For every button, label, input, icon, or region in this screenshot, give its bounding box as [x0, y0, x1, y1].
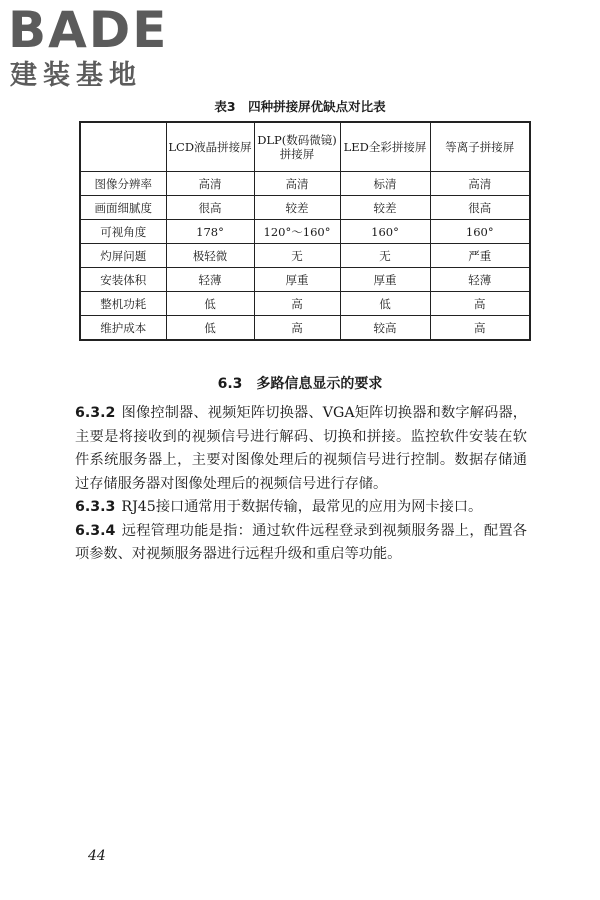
table-caption: 表3 四种拼接屏优缺点对比表 — [214, 99, 386, 114]
table-cell: 灼屏问题 — [80, 244, 166, 268]
clause-list — [75, 402, 527, 567]
table-cell: 高清 — [430, 172, 530, 196]
table-cell: 高 — [430, 292, 530, 316]
table-cell: 无 — [340, 244, 430, 268]
table-header-row — [80, 122, 530, 172]
table-cell: 120°～160° — [254, 220, 340, 244]
page-number: 44 — [88, 848, 106, 864]
table-cell: 较高 — [340, 316, 430, 341]
table-cell: 厚重 — [340, 268, 430, 292]
table-cell: 安装体积 — [80, 268, 166, 292]
table-cell: 极轻微 — [166, 244, 254, 268]
table-cell: 严重 — [430, 244, 530, 268]
section-number: 6.3 — [217, 376, 243, 392]
clause-text: RJ45接口通常用于数据传输，最常见的应用为网卡接口。 — [121, 499, 483, 515]
table-cell: 高 — [254, 316, 340, 341]
table-cell: 可视角度 — [80, 220, 166, 244]
table-cell: 高清 — [166, 172, 254, 196]
table-row — [80, 196, 530, 220]
table-cell: 整机功耗 — [80, 292, 166, 316]
table-cell: 低 — [166, 292, 254, 316]
section-title: 多路信息显示的要求 — [256, 376, 383, 392]
table-cell: 较差 — [254, 196, 340, 220]
table-cell: 维护成本 — [80, 316, 166, 341]
table-row — [80, 244, 530, 268]
section-heading — [0, 373, 600, 393]
table-cell: 轻薄 — [430, 268, 530, 292]
comparison-table — [79, 121, 531, 341]
clause-number: 6.3.4 — [75, 522, 116, 539]
table-row — [80, 220, 530, 244]
table-cell: 高 — [430, 316, 530, 341]
clause — [75, 402, 527, 496]
table-cell: 高清 — [254, 172, 340, 196]
table-cell: 高 — [254, 292, 340, 316]
table-cell: 很高 — [166, 196, 254, 220]
clause — [75, 496, 527, 520]
table-cell: 图像分辨率 — [80, 172, 166, 196]
clause-number: 6.3.3 — [75, 499, 116, 515]
table-row — [80, 268, 530, 292]
table-header-cell: 等离子拼接屏 — [430, 122, 530, 172]
table-cell: 178° — [166, 220, 254, 244]
table-cell: 160° — [430, 220, 530, 244]
table-cell: 较差 — [340, 196, 430, 220]
table-header-cell: DLP(数码微镜)拼接屏 — [254, 122, 340, 172]
clause-text: 远程管理功能是指：通过软件远程登录到视频服务器上，配置各项参数、对视频服务器进行远程升级和重启等功能。 — [75, 522, 527, 562]
table-cell: 标清 — [340, 172, 430, 196]
table-cell: 160° — [340, 220, 430, 244]
logo-wordmark: BADE — [8, 1, 169, 59]
table-header-cell — [80, 122, 166, 172]
table-row — [80, 172, 530, 196]
clause — [75, 520, 527, 567]
clause-text: 图像控制器、视频矩阵切换器、VGA矩阵切换器和数字解码器，主要是将接收到的视频信号进行解码、切换和拼接。监控软件安装在软件系统服务器上，主要对图像处理后的视频信号进行控制。数据存储通过存储服务器对图像处理后的视频信号进行存储。 — [75, 405, 527, 492]
clause-number: 6.3.2 — [75, 405, 116, 421]
table-row — [80, 316, 530, 341]
table-cell: 画面细腻度 — [80, 196, 166, 220]
table-row — [80, 292, 530, 316]
table-cell: 很高 — [430, 196, 530, 220]
table-cell: 厚重 — [254, 268, 340, 292]
table-cell: 轻薄 — [166, 268, 254, 292]
table-header-cell: LED全彩拼接屏 — [340, 122, 430, 172]
table-header-cell: LCD液晶拼接屏 — [166, 122, 254, 172]
table-cell: 低 — [166, 316, 254, 341]
logo — [8, 2, 178, 94]
table-cell: 低 — [340, 292, 430, 316]
table-cell: 无 — [254, 244, 340, 268]
logo-subtitle: 建装基地 — [10, 60, 142, 91]
